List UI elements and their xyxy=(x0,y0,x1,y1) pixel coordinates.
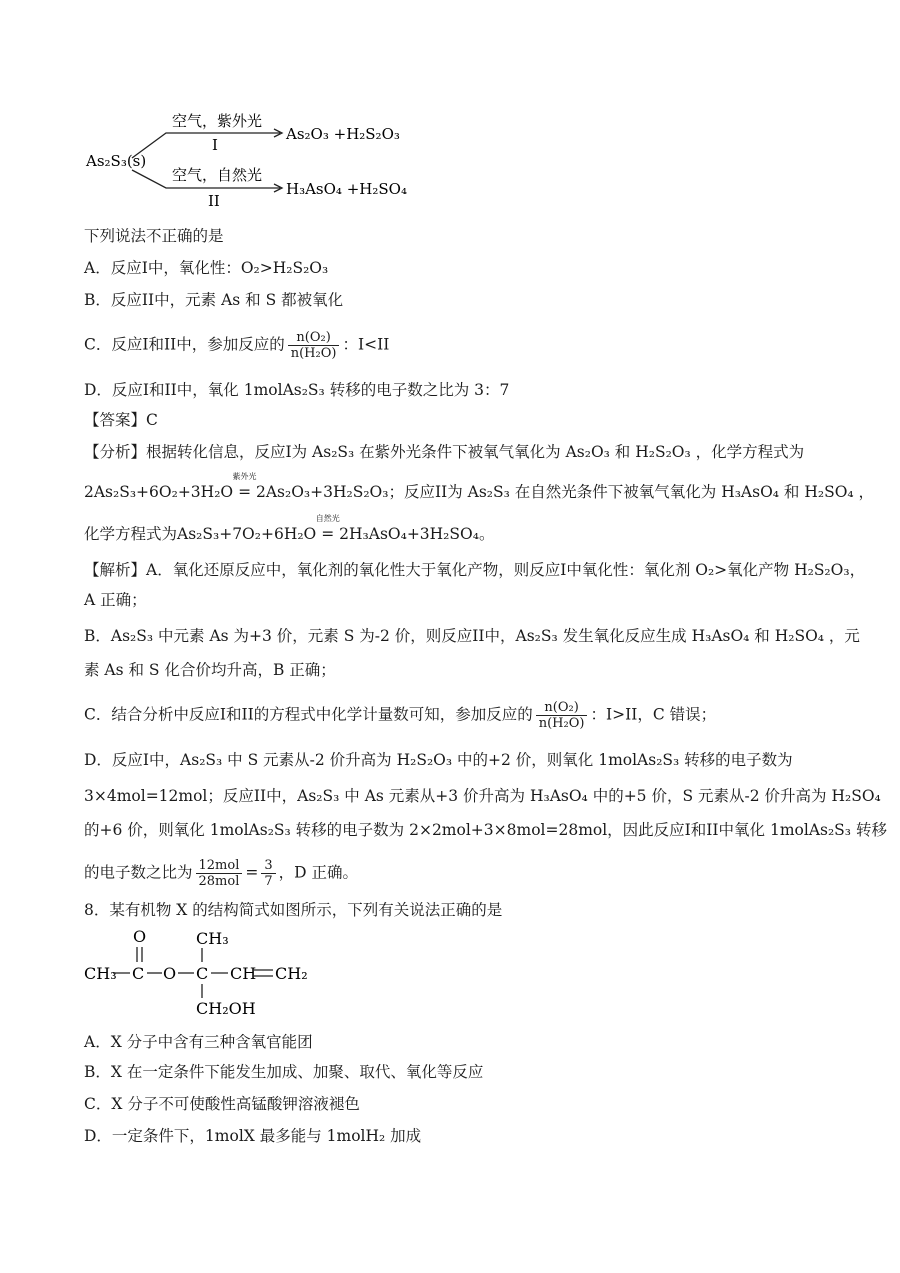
q7-option-d: D．反应I和II中，氧化 1molAs₂S₃ 转移的电子数之比为 3：7 xyxy=(84,381,510,399)
q7-option-c-post: ：I<II xyxy=(342,335,390,354)
fraction-numerator: n(O₂) xyxy=(536,700,588,716)
struct-ch3-top: CH₃ xyxy=(196,929,229,948)
fraction-numerator: n(O₂) xyxy=(288,330,340,346)
q8-option-b: B．X 在一定条件下能发生加成、加聚、取代、氧化等反应 xyxy=(84,1063,484,1081)
struct-ch2-end: CH₂ xyxy=(275,964,308,983)
struct-ch3-left: CH₃ xyxy=(84,964,117,983)
equation-2-arrow: 自然光 = xyxy=(315,514,340,543)
q7-explain-c xyxy=(84,700,716,731)
q7-option-b: B．反应II中，元素 As 和 S 都被氧化 xyxy=(84,291,344,309)
scheme-bottom-label: II xyxy=(208,192,220,210)
struct-ch2oh: CH₂OH xyxy=(196,999,256,1018)
reaction-scheme xyxy=(0,100,900,315)
equation-2-left: As₂S₃+7O₂+6H₂O xyxy=(177,525,317,543)
q7-explain-d-line1: D．反应I中，As₂S₃ 中 S 元素从-2 价升高为 H₂S₂O₃ 中的+2 价，则氧化 1molAs₂S₃ 转移的电子数为 xyxy=(84,751,793,769)
q7-analysis-line2-tail: ；反应II为 As₂S₃ 在自然光条件下被氧气氧化为 H₃AsO₄ 和 H₂SO₄ ， xyxy=(388,483,875,501)
q7-explain-c-fraction xyxy=(536,700,588,731)
q7-analysis-line3-pre: 化学方程式为 xyxy=(84,525,178,543)
struct-ch: CH xyxy=(230,964,257,983)
scheme-top-condition: 空气，紫外光 xyxy=(172,112,263,130)
structural-formula xyxy=(0,922,900,1022)
q7-answer: 【答案】C xyxy=(84,411,158,429)
struct-ester-oxygen: O xyxy=(163,964,177,983)
equation-1-condition: 紫外光 xyxy=(232,472,257,481)
struct-carbonyl-carbon: C xyxy=(132,964,145,983)
struct-carbonyl-oxygen: O xyxy=(133,927,147,946)
q7-stem: 下列说法不正确的是 xyxy=(84,227,224,245)
q7-explain-d-line4-pre: 的电子数之比为 xyxy=(84,863,193,882)
q7-explain-b-line1: B．As₂S₃ 中元素 As 为+3 价，元素 S 为-2 价，则反应II中，As₂S₃ 发生氧化反应生成 H₃AsO₄ 和 H₂SO₄ ，元 xyxy=(84,627,860,645)
q7-option-a: A．反应I中，氧化性：O₂>H₂S₂O₃ xyxy=(84,259,329,277)
struct-quaternary-carbon: C xyxy=(196,964,209,983)
scheme-bottom-product: H₃AsO₄ +H₂SO₄ xyxy=(286,180,407,198)
equation-2-right: 2H₃AsO₄+3H₂SO₄ xyxy=(339,525,479,543)
fraction-denominator: n(H₂O) xyxy=(290,346,337,361)
q8-option-d: D．一定条件下，1molX 最多能与 1molH₂ 加成 xyxy=(84,1127,422,1145)
scheme-arrow-top xyxy=(132,133,280,158)
q7-explain-c-pre: C．结合分析中反应I和II的方程式中化学计量数可知，参加反应的 xyxy=(84,705,533,724)
equation-1-arrow: 紫外光 = xyxy=(232,472,257,501)
q7-explain-d-line3: 的+6 价，则氧化 1molAs₂S₃ 转移的电子数为 2×2mol+3×8mol=28mol，因此反应I和II中氧化 1molAs₂S₃ 转移 xyxy=(84,821,887,839)
q7-analysis-line3 xyxy=(84,514,495,544)
q7-analysis-line3-end: 。 xyxy=(478,525,495,543)
q8-stem: 8．某有机物 X 的结构简式如图所示，下列有关说法正确的是 xyxy=(84,901,503,919)
scheme-reactant: As₂S₃(s) xyxy=(86,152,147,170)
q7-explain-d-line2: 3×4mol=12mol；反应II中，As₂S₃ 中 As 元素从+3 价升高为 H₃AsO₄ 中的+5 价，S 元素从-2 价升高为 H₂SO₄ xyxy=(84,787,881,805)
q8-option-a: A．X 分子中含有三种含氧官能团 xyxy=(84,1033,313,1051)
ratio-equals: = xyxy=(245,863,259,882)
q7-explain-a-line2: A 正确； xyxy=(84,591,147,609)
fraction-denominator: n(H₂O) xyxy=(538,716,585,731)
ratio-fraction-mol xyxy=(196,858,243,889)
fraction-denominator: 7 xyxy=(264,874,273,889)
equation-2-condition: 自然光 xyxy=(315,514,340,523)
q7-explain-c-post: ：I>II，C 错误； xyxy=(590,705,717,724)
fraction-numerator: 3 xyxy=(261,858,275,874)
q7-analysis-line1: 【分析】根据转化信息，反应I为 As₂S₃ 在紫外光条件下被氧气氧化为 As₂O₃ 和 H₂S₂O₃ ，化学方程式为 xyxy=(84,443,805,461)
q7-option-c xyxy=(84,330,389,361)
q7-explain-b-line2: 素 As 和 S 化合价均升高，B 正确； xyxy=(84,661,336,679)
q7-option-c-fraction xyxy=(288,330,340,361)
q7-analysis-line2 xyxy=(84,472,875,502)
equation-1-right: 2As₂O₃+3H₂S₂O₃ xyxy=(256,483,389,501)
fraction-numerator: 12mol xyxy=(196,858,243,874)
q8-option-c: C．X 分子不可使酸性高锰酸钾溶液褪色 xyxy=(84,1095,360,1113)
q7-explain-d-line4 xyxy=(84,858,358,889)
scheme-bottom-condition: 空气，自然光 xyxy=(172,166,263,184)
equation-1-left: 2As₂S₃+6O₂+3H₂O xyxy=(84,483,234,501)
q7-explain-a-line1: 【解析】A．氧化还原反应中，氧化剂的氧化性大于氧化产物，则反应I中氧化性：氧化剂 O₂>氧化产物 H₂S₂O₃， xyxy=(84,561,866,579)
q7-explain-d-line4-post: ，D 正确。 xyxy=(278,863,359,882)
fraction-denominator: 28mol xyxy=(198,874,240,889)
scheme-top-product: As₂O₃ +H₂S₂O₃ xyxy=(286,125,400,143)
q7-option-c-pre: C．反应I和II中，参加反应的 xyxy=(84,335,285,354)
ratio-fraction-simplified xyxy=(261,858,275,889)
scheme-top-label: I xyxy=(212,136,218,154)
